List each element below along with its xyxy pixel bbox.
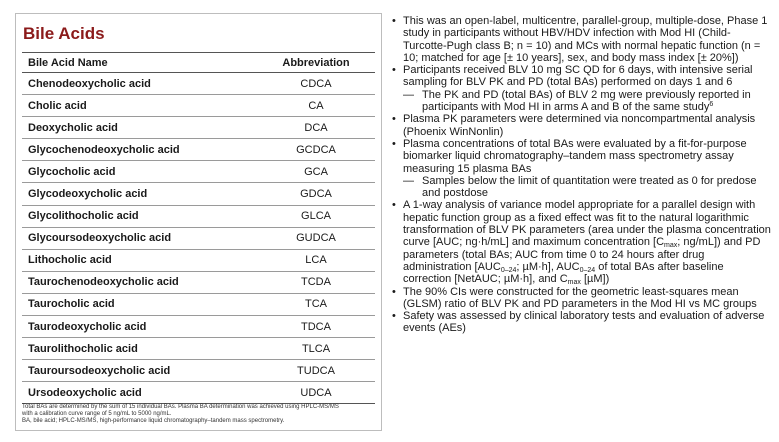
table-row [22,271,375,293]
table-row [22,161,375,183]
table-row [22,293,375,315]
table-row [22,139,375,161]
header-abbreviation: Abbreviation [257,53,375,73]
reference-superscript: 6 [709,101,714,109]
table-header-row [22,53,375,73]
methods-bullet-list [389,15,774,335]
bullet-ci: • The 90% CIs were constructed for the geometric least-squares mean (GLSM) ratio of BLV PK and PD parameters in the Mod HI vs MC groups [389,286,774,311]
anova-text: of total BAs after baseline correction [NetAUC; µM·h], and C [403,260,724,286]
table-row [22,338,375,360]
bile-acid-name: Deoxycholic acid [22,117,257,139]
subbullet-text: The PK and PD (total BAs) of BLV 2 mg were previously reported in participants with Mod HI in arms A and B of the same study [422,88,751,114]
bile-acid-name: Taurochenodeoxycholic acid [22,271,257,293]
bile-acids-table [22,52,375,404]
bile-acid-name: Glycoursodeoxycholic acid [22,227,257,249]
bullet-anova [389,199,774,285]
subbullet-loq: — Samples below the limit of quantitation were treated as 0 for predose and postdose [389,175,774,200]
table-row [22,73,375,95]
bile-acid-abbreviation: TCA [257,293,375,315]
auc-subscript: 0–24 [579,266,596,274]
table-row [22,205,375,227]
footnote-line: with a calibration curve range of 5 ng/mL to 5000 ng/mL. [22,411,172,417]
header-bile-acid-name: Bile Acid Name [22,53,257,73]
bile-acid-name: Cholic acid [22,95,257,117]
table-row [22,382,375,404]
cmax-subscript: max [664,242,678,250]
bile-acid-abbreviation: TCDA [257,271,375,293]
bile-acid-abbreviation: TDCA [257,316,375,338]
bile-acid-name: Taurodeoxycholic acid [22,316,257,338]
bile-acid-name: Taurolithocholic acid [22,338,257,360]
bullet-safety: • Safety was assessed by clinical laboratory tests and evaluation of adverse events (AEs) [389,310,774,335]
bile-acid-abbreviation: GDCA [257,183,375,205]
bullet-study-design: • This was an open-label, multicentre, parallel-group, multiple-dose, Phase 1 study in participants without HBV/HDV infection with Mod HI (Child-Turcotte-Pugh class B; n = 10) and MCs with normal hepatic function (n = 10; matched for age [± 10 years], sex, and body mass index [± 20%]) [389,15,774,64]
table-row [22,95,375,117]
table-footnote [22,404,377,425]
footnote-line: Total BAs are determined by the sum of 15 individual BAs. Plasma BA determination was achieved using HPLC-MS/MS [22,404,339,410]
bile-acid-name: Glycolithocholic acid [22,205,257,227]
bile-acid-abbreviation: TUDCA [257,360,375,382]
bile-acids-panel [15,13,382,431]
bile-acid-abbreviation: LCA [257,249,375,271]
bile-acid-abbreviation: GUDCA [257,227,375,249]
table-row [22,360,375,382]
bile-acid-name: Taurocholic acid [22,293,257,315]
anova-text: ; µM·h], AUC [516,260,580,273]
subbullet-prior-data [389,89,774,114]
panel-title: Bile Acids [23,24,105,43]
bile-acid-abbreviation: GLCA [257,205,375,227]
bile-acid-name: Chenodeoxycholic acid [22,73,257,95]
bile-acid-name: Glycochenodeoxycholic acid [22,139,257,161]
table-row [22,227,375,249]
table-row [22,249,375,271]
bullet-pk-parameters: • Plasma PK parameters were determined via noncompartmental analysis (Phoenix WinNonlin) [389,113,774,138]
bullet-dosing: • Participants received BLV 10 mg SC QD for 6 days, with intensive serial sampling for BLV PK and PD (total BAs) performed on days 1 and 6 [389,64,774,89]
auc-subscript: 0–24 [500,266,517,274]
bile-acid-abbreviation: GCDCA [257,139,375,161]
bile-acid-name: Lithocholic acid [22,249,257,271]
bile-acid-name: Tauroursodeoxycholic acid [22,360,257,382]
footnote-line: BA, bile acid; HPLC-MS/MS, high-performance liquid chromatography–tandem mass spectrometry. [22,418,285,424]
bile-acid-name: Glycodeoxycholic acid [22,183,257,205]
bile-acid-abbreviation: GCA [257,161,375,183]
table-row [22,316,375,338]
anova-text: [µM]) [580,273,610,286]
cmax-subscript: max [567,279,581,287]
anova-text: ; ng/mL]) and PD parameters (total BAs; AUC from time 0 to 24 hours after drug administration [AUC [403,236,761,273]
bile-acid-abbreviation: UDCA [257,382,375,404]
anova-text: A 1-way analysis of variance model appropriate for a parallel design with hepatic function group as a fixed effect was fit to the natural logarithmic transformation of BLV PK parameters (area under the plasma concentration curve [AUC; ng·h/mL] and maximum concentration [C [403,199,771,249]
bile-acid-abbreviation: DCA [257,117,375,139]
bile-acid-name: Glycocholic acid [22,161,257,183]
table-row [22,183,375,205]
bile-acid-abbreviation: CDCA [257,73,375,95]
bile-acid-abbreviation: TLCA [257,338,375,360]
bile-acid-abbreviation: CA [257,95,375,117]
table-row [22,117,375,139]
bile-acid-name: Ursodeoxycholic acid [22,382,257,404]
bullet-ba-assay: • Plasma concentrations of total BAs were evaluated by a fit-for-purpose biomarker liquid chromatography–tandem mass spectrometry assay measuring 15 plasma BAs [389,138,774,175]
